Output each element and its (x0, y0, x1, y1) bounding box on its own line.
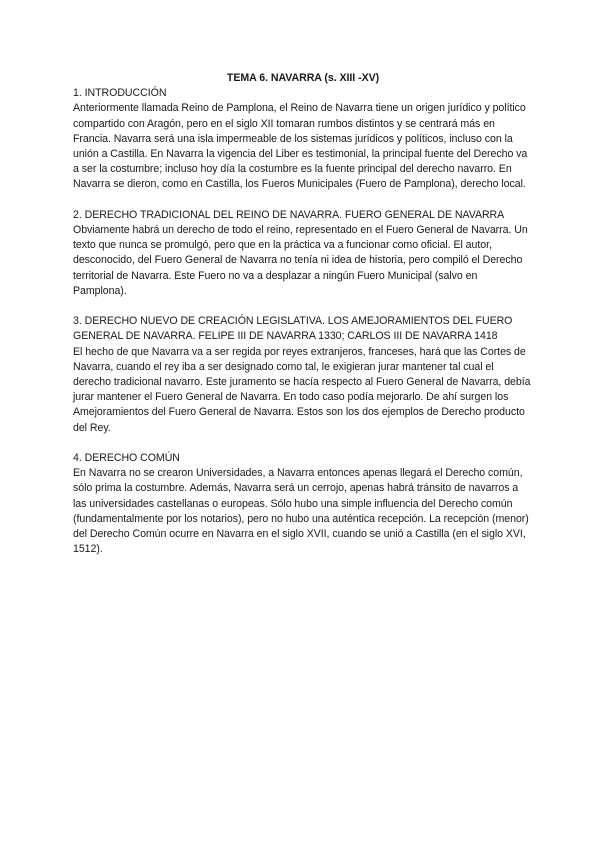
section-body: Anteriormente llamada Reino de Pamplona, el Reino de Navarra tiene un origen jurídico y político compartido con Aragón, pero en el siglo XII tomaran rumbos distintos y se centrará más en Francia. Navarra será una isla impermeable de los sistemas jurídicos y políticos, incluso con la unión a Castilla. En Navarra la vigencia del Liber es testimonial, la principal fuente del Derecho va a ser la costumbre; incluso hoy día la costumbre es la fuente principal del derecho navarro. En Navarra se dieron, como en Castilla, los Fueros Municipales (Fuero de Pamplona), derecho local. (73, 102, 528, 191)
document-title: TEMA 6. NAVARRA (s. XIII -XV) (226, 72, 380, 84)
section-heading: 3. DERECHO NUEVO DE CREACIÓN LEGISLATIVA. LOS AMEJORAMIENTOS DEL FUERO GENERAL DE NAVARRA. FELIPE III DE NAVARRA 1330; CARLOS III DE NAVARRA 1418 (73, 315, 513, 343)
section-body: El hecho de que Navarra va a ser regida por reyes extranjeros, franceses, hará que las Cortes de Navarra, cuando el rey iba a ser designado como tal, le exigieran jurar mantener tal cual el derecho tradicional navarro. Este juramento se hacía respecto al Fuero General de Navarra, debía jurar mantener el Fuero General de Navarra. En todo caso podía mejorarlo. De ahí surgen los Amejoramientos del Fuero General de Navarra. Estos son los dos ejemplos de Derecho producto del Rey. (73, 345, 531, 434)
section-heading: 2. DERECHO TRADICIONAL DEL REINO DE NAVARRA. FUERO GENERAL DE NAVARRA (73, 208, 505, 221)
section-body: En Navarra no se crearon Universidades, a Navarra entonces apenas llegará el Derecho común, sólo prima la costumbre. Además, Navarra será un cerrojo, apenas habrá tránsito de navarros a las universidades castellanas o europeas. Sólo hubo una simple influencia del Derecho común (fundamentalmente por los notarios), pero no hubo una auténtica recepción. La recepción (menor) del Derecho Común ocurre en Navarra en el siglo XVII, cuando se unió a Castilla (en el siglo XVI, 1512). (73, 467, 529, 556)
document-content (73, 71, 533, 573)
section-introduccion (73, 86, 533, 192)
section-derecho-comun (73, 451, 533, 557)
section-heading: 4. DERECHO COMÚN (73, 452, 180, 465)
section-body: Obviamente habrá un derecho de todo el reino, representado en el Fuero General de Navarra. Un texto que nunca se promulgó, pero que en la práctica va a funcionar como oficial. El autor, desconocido, del Fuero General de Navarra no tenía ni idea de historia, pero compiló el Derecho territorial de Navarra. Este Fuero no va a desplazar a ningún Fuero Municipal (salvo en Pamplona). (73, 224, 528, 297)
section-derecho-nuevo (73, 314, 533, 436)
section-heading: 1. INTRODUCCIÓN (73, 87, 167, 100)
section-derecho-tradicional (73, 208, 533, 299)
